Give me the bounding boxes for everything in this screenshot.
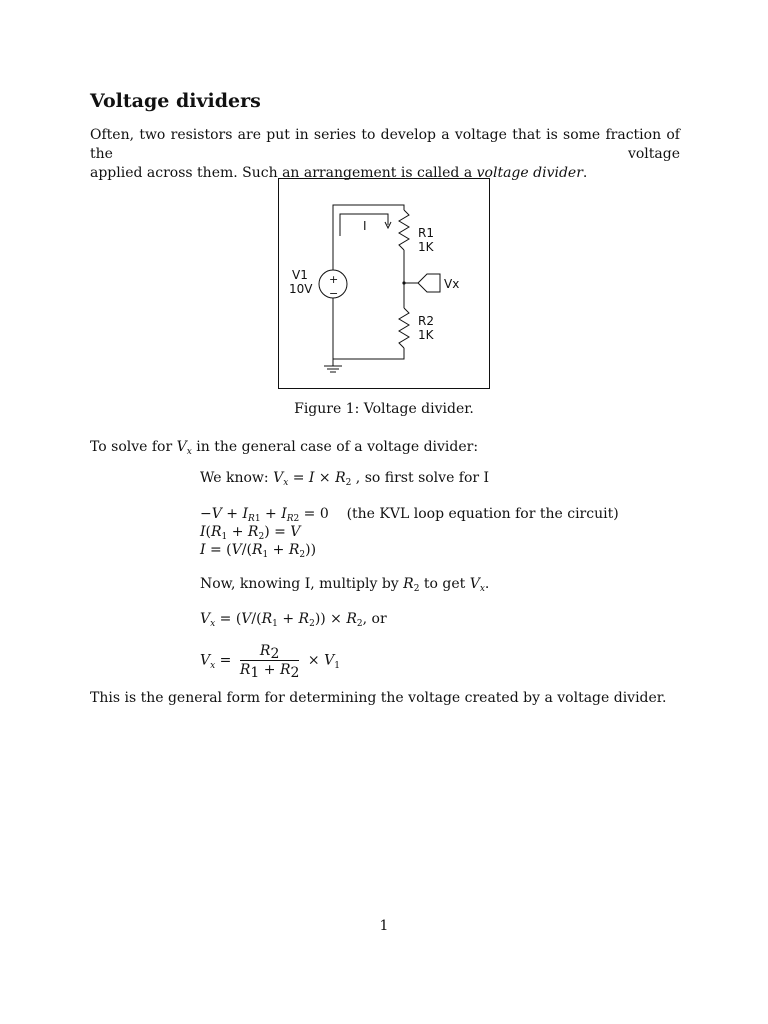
v1-value-label: 10V — [289, 282, 313, 296]
now-knowing-line: Now, knowing I, multiply by $R_2$ to get $V_x$. — [200, 576, 490, 594]
wire-bottom — [333, 303, 404, 359]
equation-sum: $I(R_1 + R_2) = V$ — [200, 524, 301, 542]
solve-intro: To solve for $V_x$ in the general case of a voltage divider: — [90, 439, 479, 457]
equation-vx-fraction: $V_x$ = $\frac{R2}{R1 + R2}$ × $V_1$ — [200, 643, 340, 681]
kvl-equation: $-V + I_{R1} + I_{R2} = 0$ (the KVL loop equation for the circuit) — [200, 506, 619, 524]
intro-paragraph — [90, 126, 680, 183]
resistor-r2 — [399, 308, 409, 348]
r1-value-label: 1K — [418, 240, 434, 254]
intro-line-2: applied across them. Such an arrangement is called a voltage divider. — [90, 165, 588, 181]
we-know-line: We know: $V_x = I \times R_2$ , so first solve for I — [200, 470, 490, 488]
voltage-divider-schematic — [278, 178, 490, 389]
figure-caption: Figure 1: Voltage divider. — [294, 401, 474, 417]
page-number: 1 — [379, 918, 389, 934]
r2-name-label: R2 — [418, 314, 434, 328]
output-label: Vx — [444, 277, 460, 291]
plus-sign: + — [329, 273, 339, 286]
intro-line-1: Often, two resistors are put in series to develop a voltage that is some fraction of the voltage — [90, 127, 680, 162]
r1-name-label: R1 — [418, 226, 434, 240]
section-heading: Voltage dividers — [90, 90, 261, 112]
equation-vx-product: $V_x = (V/(R_1 + R_2)) \times R_2$, or — [200, 611, 387, 629]
v1-name-label: V1 — [292, 268, 308, 282]
closing-paragraph: This is the general form for determining the voltage created by a voltage divider. — [90, 690, 667, 706]
circuit-figure — [278, 178, 490, 393]
equation-current: $I = (V/(R_1 + R_2))$ — [200, 542, 317, 560]
output-port — [418, 274, 440, 292]
resistor-r1 — [399, 210, 409, 250]
kvl-comment: (the KVL loop equation for the circuit) — [346, 506, 619, 522]
minus-sign: − — [329, 287, 339, 300]
fraction: $\frac{R2}{R1 + R2}$ — [239, 643, 300, 681]
r2-value-label: 1K — [418, 328, 434, 342]
current-label: I — [363, 219, 367, 233]
term-voltage-divider: voltage divider — [476, 165, 583, 181]
